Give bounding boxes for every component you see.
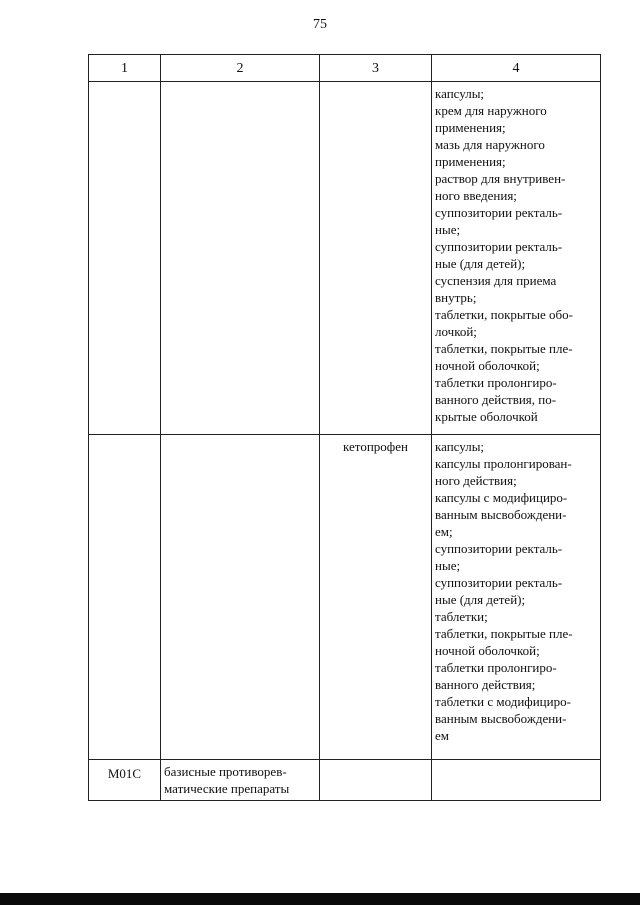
drug-table xyxy=(88,54,601,801)
dosage-forms: капсулы; капсулы пролонгирован- ного действия; капсулы с модифициро- ванным высвобождени- ем; суппозитории ректаль- ные; суппозитории ректаль- ные (для детей); таблетки; таблетки, покрытые пле- ночной оболочкой; таблетки пролонгиро- ванного действия; таблетки с модифициро- ванным высвобождени- ем xyxy=(435,439,573,743)
drug-group-cell xyxy=(161,760,320,801)
dosage-forms-cell xyxy=(432,435,601,760)
atc-code xyxy=(92,435,157,440)
atc-code-cell xyxy=(89,82,161,435)
drug-name xyxy=(323,760,428,763)
atc-code-cell xyxy=(89,435,161,760)
dosage-forms-cell xyxy=(432,82,601,435)
drug-name-cell xyxy=(320,82,432,435)
column-header-3: 3 xyxy=(320,55,432,82)
column-header-1: 1 xyxy=(89,55,161,82)
drug-name: кетопрофен xyxy=(343,439,408,454)
drug-group xyxy=(164,82,316,85)
atc-code xyxy=(92,82,157,87)
drug-group-cell xyxy=(161,82,320,435)
drug-group: базисные противорев- матические препараты xyxy=(164,764,290,796)
column-header-4: 4 xyxy=(432,55,601,82)
drug-name-cell xyxy=(320,760,432,801)
dosage-forms: капсулы; крем для наружного применения; мазь для наружного применения; раствор для внутривен- ного введения; суппозитории ректаль- ные; суппозитории ректаль- ные (для детей); суспензия для приема внутрь; таблетки, покрытые обо- лочкой; таблетки, покрытые пле- ночной оболочкой; таблетки пролонгиро- ванного действия, по- крытые оболочкой xyxy=(435,86,573,424)
page-number: 75 xyxy=(313,17,327,32)
table-row xyxy=(89,760,601,801)
atc-code-cell xyxy=(89,760,161,801)
dosage-forms-cell xyxy=(432,760,601,801)
drug-name xyxy=(323,82,428,85)
dosage-forms xyxy=(435,760,597,763)
drug-group xyxy=(164,435,316,438)
table-row xyxy=(89,82,601,435)
table-row xyxy=(89,435,601,760)
column-header-2: 2 xyxy=(161,55,320,82)
drug-group-cell xyxy=(161,435,320,760)
table-header-row xyxy=(89,55,601,82)
drug-name-cell xyxy=(320,435,432,760)
atc-code: M01C xyxy=(107,766,142,781)
scan-footer-bar xyxy=(0,893,640,905)
